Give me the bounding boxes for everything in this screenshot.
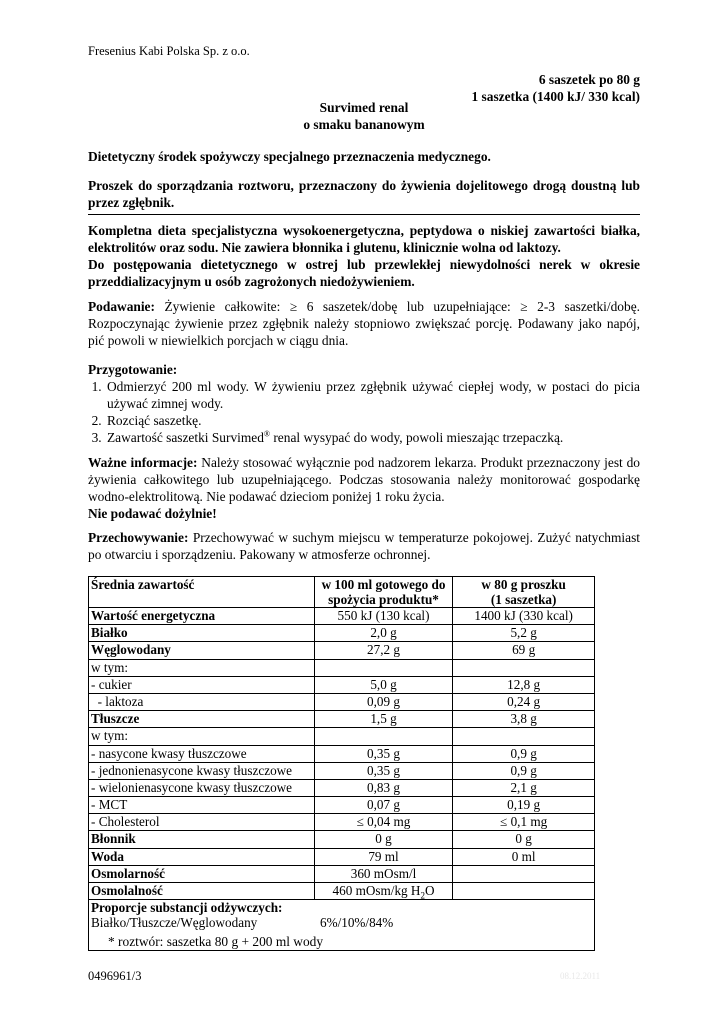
table-row [89, 728, 595, 745]
iv-warning: Nie podawać dożylnie! [88, 506, 217, 521]
important-text: Należy stosować wyłącznie pod nadzorem lekarza. Produkt przeznaczony jest do żywienia całkowitego lub uzupełniającego. Podczas stosowania należy monitorować gospodarkę wodno-elektrolitową. Nie podawać dzieciom poniżej 1 roku życia. [88, 455, 641, 504]
important-label: Ważne informacje: [88, 455, 198, 470]
step3-text: Zawartość saszetki Survimed [107, 430, 264, 445]
step3-rest: renal wysypać do wody, powoli mieszając trzepaczką. [270, 430, 564, 445]
osmolality-value-end: O [424, 883, 435, 898]
nutrient-label: - jednonienasycone kwasy tłuszczowe [89, 762, 315, 779]
document-number: 0496961/3 [88, 969, 142, 983]
header-per-100ml-line2: spożycia produktu* [328, 592, 439, 607]
storage-text: Przechowywać w suchym miejscu w temperaturze pokojowej. Zużyć natychmiast po otwarciu i sporządzeniu. Pakowany w atmosferze ochronnej. [88, 530, 640, 562]
table-row [89, 608, 595, 625]
nutrient-label: - MCT [89, 797, 315, 814]
value-per-80g: 0,24 g [453, 693, 595, 710]
nutrition-table [88, 576, 595, 951]
table-header-row [89, 577, 595, 608]
nutrient-label: Woda [89, 848, 315, 865]
description-line-1: Kompletna dieta specjalistyczna wysokoenergetyczna, peptydowa o niskiej zawartości białka, elektrolitów oraz sodu. Nie zawiera błonnika i glutenu, klinicznie wolna od laktozy. [88, 223, 640, 255]
value-per-100ml: 79 ml [314, 848, 452, 865]
description-line-2: Do postępowania dietetycznego w ostrej lub przewlekłej niewydolności nerek w okresie przeddializacyjnym u osób zagrożonych niedożywieniem. [88, 257, 640, 289]
osmolality-value-main: 460 mOsm/kg H [332, 883, 421, 898]
value-per-100ml: 0 g [314, 831, 452, 848]
proportions-label: Proporcje substancji odżywczych: [91, 900, 283, 916]
table-row [89, 745, 595, 762]
table-row [89, 814, 595, 831]
nutrient-label: Białko [89, 625, 315, 642]
value-per-80g: 69 g [453, 642, 595, 659]
value-per-80g [453, 659, 595, 676]
divider [88, 214, 640, 215]
value-per-100ml [314, 728, 452, 745]
nutrient-label: - laktoza [89, 693, 315, 710]
value-per-80g: 0,19 g [453, 797, 595, 814]
header-per-100ml-line1: w 100 ml gotowego do [321, 577, 446, 592]
nutrient-label: - Cholesterol [89, 814, 315, 831]
nutrient-label: - nasycone kwasy tłuszczowe [89, 745, 315, 762]
table-row [89, 848, 595, 865]
value-per-80g [453, 865, 595, 882]
osmolality-empty [453, 883, 595, 900]
table-row [89, 711, 595, 728]
nutrient-label: Osmolarność [89, 865, 315, 882]
product-title [88, 99, 640, 133]
value-per-100ml [314, 659, 452, 676]
nutrient-label: - wielonienasycone kwasy tłuszczowe [89, 779, 315, 796]
preparation-section [88, 361, 640, 446]
table-row [89, 642, 595, 659]
value-per-80g: 0,9 g [453, 762, 595, 779]
table-row [89, 762, 595, 779]
nutrient-label: Wartość energetyczna [89, 608, 315, 625]
table-row [89, 693, 595, 710]
company-name: Fresenius Kabi Polska Sp. z o.o. [88, 44, 250, 58]
important-section [88, 454, 640, 522]
product-flavor: o smaku bananowym [303, 117, 425, 132]
header-per-80g [453, 577, 595, 608]
header-per-100ml [314, 577, 452, 608]
footnote: * roztwór: saszetka 80 g + 200 ml wody [108, 934, 324, 949]
table-row [89, 797, 595, 814]
nutrient-label: w tym: [89, 659, 315, 676]
value-per-100ml: ≤ 0,04 mg [314, 814, 452, 831]
value-per-100ml: 360 mOsm/l [314, 865, 452, 882]
value-per-80g: 0,9 g [453, 745, 595, 762]
value-per-80g: 12,8 g [453, 676, 595, 693]
table-row [89, 883, 595, 900]
faint-date-mark: 08.12.2011 [560, 971, 601, 981]
header-per-80g-line2: (1 saszetka) [490, 592, 557, 607]
nutrient-label: Tłuszcze [89, 711, 315, 728]
administration-text: Żywienie całkowite: ≥ 6 saszetek/dobę lub uzupełniające: ≥ 2-3 saszetki/dobę. Rozpoczynając żywienie przez zgłębnik należy stopniowo zwiększać porcję. Podawany jako napój, pić powoli w niewielkich porcjach w ciągu dnia. [88, 299, 640, 348]
product-name: Survimed renal [319, 100, 409, 115]
table-row [89, 659, 595, 676]
table-row [89, 779, 595, 796]
value-per-80g: 1400 kJ (330 kcal) [453, 608, 595, 625]
osmolality-value [314, 883, 452, 900]
description [88, 222, 640, 290]
preparation-label: Przygotowanie: [88, 362, 178, 377]
value-per-80g: 2,1 g [453, 779, 595, 796]
value-per-100ml: 5,0 g [314, 676, 452, 693]
registered-mark: ® [263, 429, 270, 439]
preparation-step-2: 2. Rozciąć saszetkę. [105, 412, 640, 429]
table-row [89, 865, 595, 882]
preparation-step-3 [105, 429, 640, 446]
proportions-name: Białko/Tłuszcze/Węglowodany [91, 915, 258, 931]
table-row [89, 831, 595, 848]
osmolality-value-sub: 2 [420, 890, 425, 901]
value-per-100ml: 550 kJ (130 kcal) [314, 608, 452, 625]
proportions-value: 6%/10%/84% [320, 915, 394, 931]
value-per-80g: ≤ 0,1 mg [453, 814, 595, 831]
value-per-100ml: 2,0 g [314, 625, 452, 642]
value-per-100ml: 0,09 g [314, 693, 452, 710]
administration-label: Podawanie: [88, 299, 155, 314]
value-per-100ml: 0,35 g [314, 745, 452, 762]
nutrient-label: - cukier [89, 676, 315, 693]
sachet-energy: 1 saszetka (1400 kJ/ 330 kcal) [471, 89, 640, 104]
value-per-100ml: 0,83 g [314, 779, 452, 796]
value-per-80g: 0 ml [453, 848, 595, 865]
pack-size: 6 saszetek po 80 g [538, 72, 640, 87]
storage-label: Przechowywanie: [88, 530, 189, 545]
nutrition-table-body [89, 608, 595, 883]
value-per-100ml: 0,07 g [314, 797, 452, 814]
product-form: Proszek do sporządzania roztworu, przeznaczony do żywienia dojelitowego drogą doustną lub przez zgłębnik. [88, 178, 640, 210]
value-per-80g: 0 g [453, 831, 595, 848]
value-per-100ml: 0,35 g [314, 762, 452, 779]
nutrient-label: Błonnik [89, 831, 315, 848]
preparation-steps [88, 378, 640, 446]
value-per-80g: 3,8 g [453, 711, 595, 728]
value-per-80g [453, 728, 595, 745]
administration-section [88, 298, 640, 349]
table-row [89, 625, 595, 642]
nutrient-label: w tym: [89, 728, 315, 745]
proportions-line [91, 915, 592, 930]
preparation-step-1: 1. Odmierzyć 200 ml wody. W żywieniu przez zgłębnik używać ciepłej wody, w postaci do picia używać zimnej wody. [105, 378, 640, 412]
header-per-80g-line1: w 80 g proszku [481, 577, 566, 592]
value-per-80g: 5,2 g [453, 625, 595, 642]
storage-section [88, 529, 640, 563]
nutrient-label: Węglowodany [89, 642, 315, 659]
osmolality-label: Osmolalność [89, 883, 315, 900]
value-per-100ml: 27,2 g [314, 642, 452, 659]
header-average-content: Średnia zawartość [89, 577, 315, 608]
product-category: Dietetyczny środek spożywczy specjalnego przeznaczenia medycznego. [88, 149, 491, 164]
table-row [89, 676, 595, 693]
value-per-100ml: 1,5 g [314, 711, 452, 728]
